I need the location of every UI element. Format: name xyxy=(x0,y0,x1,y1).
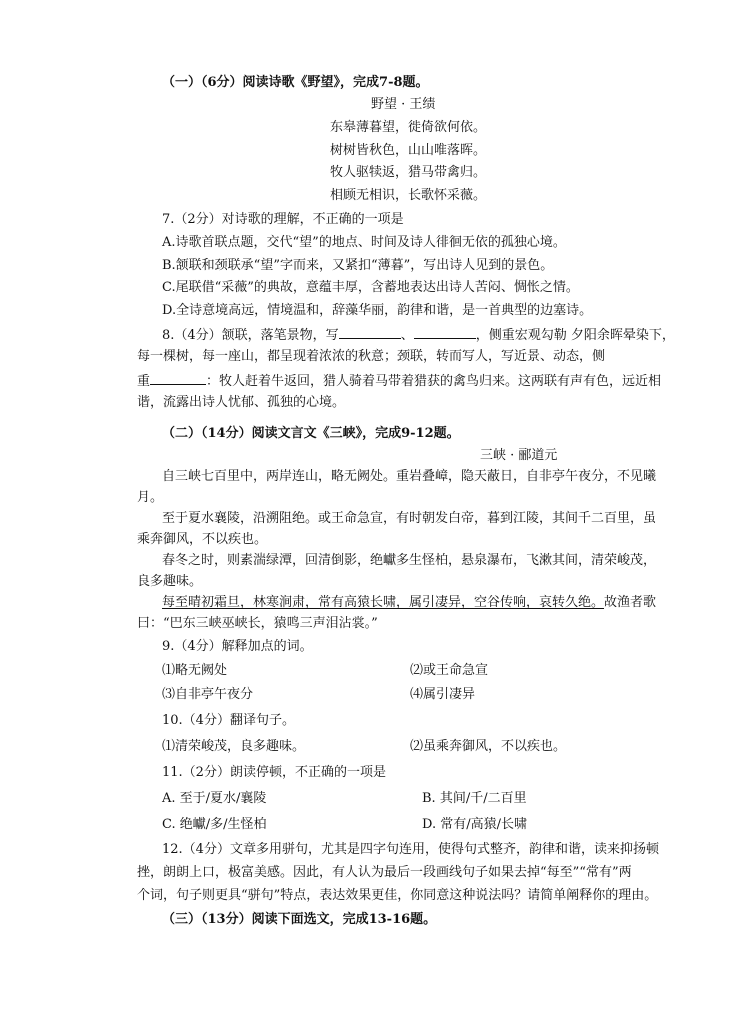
passage-paragraph-4 xyxy=(162,594,656,612)
q9-stem: 9.（4分）解释加点的词。 xyxy=(162,639,313,654)
q10-stem: 10.（4分）翻译句子。 xyxy=(162,713,295,728)
q11-option-c: C. 绝巘/多/生怪柏 xyxy=(162,817,267,832)
q8-line-2: 每一棵树，每一座山，都呈现着浓浓的秋意；颈联，转而写人，写近景、动态，侧 xyxy=(137,349,606,364)
section-3-heading: （三）（13分）阅读下面选文，完成13-16题。 xyxy=(162,912,437,927)
q12-line-3: 个词，句子则更具“骈句”特点，表达效果更佳，你同意这种说法吗？请简单阐释你的理由。 xyxy=(137,888,658,903)
q8-line-1 xyxy=(162,325,675,345)
q11-option-a: A. 至于/夏水/襄陵 xyxy=(162,791,267,806)
q10-item-2: ⑵虽乘奔御风，不以疾也。 xyxy=(410,739,567,754)
q9-item-1: ⑴略无阙处 xyxy=(162,663,228,678)
passage-paragraph-3: 春冬之时，则素湍绿潭，回清倒影，绝巘多生怪柏，悬泉瀑布，飞漱其间，清荣峻茂， xyxy=(162,553,657,568)
q12-line-1: 12.（4分）文章多用骈句，尤其是四字句连用，使得句式整齐，韵律和谐，读来抑扬顿 xyxy=(162,842,659,857)
q8-line-4: 谐，流露出诗人忧郁、孤独的心境。 xyxy=(137,395,346,410)
passage-text: 故渔者歌 xyxy=(604,595,657,610)
answer-blank[interactable] xyxy=(339,325,401,339)
passage-paragraph-3-cont: 良多趣味。 xyxy=(137,574,203,589)
q7-option-c: C.尾联借“采薇”的典故，意蕴丰厚，含蓄地表达出诗人苦闷、惆怅之情。 xyxy=(162,280,579,295)
q9-item-3: ⑶自非亭午夜分 xyxy=(162,687,254,702)
q10-item-1: ⑴清荣峻茂，良多趣味。 xyxy=(162,739,306,754)
poem-line: 树树皆秋色，山山唯落晖。 xyxy=(330,143,487,158)
q8-text: 重 xyxy=(137,374,151,389)
passage-paragraph-1-cont: 月。 xyxy=(137,490,164,505)
passage-paragraph-2: 至于夏水襄陵，沿溯阻绝。或王命急宣，有时朝发白帝，暮到江陵，其间千二百里，虽 xyxy=(162,511,657,526)
poem-line: 相顾无相识，长歌怀采薇。 xyxy=(330,188,487,203)
q8-text: 、 xyxy=(400,328,414,343)
q11-option-b: B. 其间/千/二百里 xyxy=(422,791,527,806)
q7-option-d: D.全诗意境高远，情境温和，辞藻华丽，韵律和谐，是一首典型的边塞诗。 xyxy=(162,303,593,318)
q11-stem: 11.（2分）朗读停顿，不正确的一项是 xyxy=(162,765,386,780)
section-1-heading: （一）（6分）阅读诗歌《野望》，完成7-8题。 xyxy=(162,75,429,90)
passage-paragraph-2-cont: 乘奔御风，不以疾也。 xyxy=(137,532,268,547)
q12-line-2: 挫，朗朗上口，极富美感。因此，有人认为最后一段画线句子如果去掉“每至”“常有”两 xyxy=(137,865,632,880)
q8-text: 8.（4分）颔联，落笔景物，写 xyxy=(162,328,339,343)
q11-option-d: D. 常有/高猿/长啸 xyxy=(422,817,527,832)
section-2-heading: （二）（14分）阅读文言文《三峡》，完成9-12题。 xyxy=(162,426,460,441)
poem-line: 东皋薄暮望，徙倚欲何依。 xyxy=(330,120,487,135)
q8-text: ，侧重宏观勾勒 夕阳余晖晕染下， xyxy=(475,328,675,343)
q9-item-4: ⑷属引凄异 xyxy=(410,687,476,702)
answer-blank[interactable] xyxy=(150,371,206,385)
q8-text: ：牧人赶着牛返回，猎人骑着马带着猎获的禽鸟归来。这两联有声有色，远近相 xyxy=(206,374,662,389)
q7-option-a: A.诗歌首联点题，交代“望”的地点、时间及诗人徘徊无依的孤独心境。 xyxy=(162,235,566,250)
q7-stem: 7.（2分）对诗歌的理解，不正确的一项是 xyxy=(162,212,404,227)
passage-paragraph-4-cont: 曰：“巴东三峡巫峡长，猿鸣三声泪沾裳。” xyxy=(137,616,378,631)
q8-line-3 xyxy=(137,371,661,391)
passage-paragraph-1: 自三峡七百里中，两岸连山，略无阙处。重岩叠嶂，隐天蔽日，自非亭午夜分，不见曦 xyxy=(162,469,657,484)
passage-title: 三峡 · 郦道元 xyxy=(480,448,558,463)
q9-item-2: ⑵或王命急宣 xyxy=(410,663,489,678)
poem-title: 野望 · 王绩 xyxy=(371,97,436,112)
poem-line: 牧人驱犊返，猎马带禽归。 xyxy=(330,165,487,180)
underlined-sentence: 每至晴初霜旦，林寒涧肃，常有高猿长啸，属引凄异，空谷传响，哀转久绝。 xyxy=(162,595,605,610)
answer-blank[interactable] xyxy=(414,325,476,339)
q7-option-b: B.颔联和颈联承“望”字而来，又紧扣“薄暮”，写出诗人见到的景色。 xyxy=(162,258,554,273)
